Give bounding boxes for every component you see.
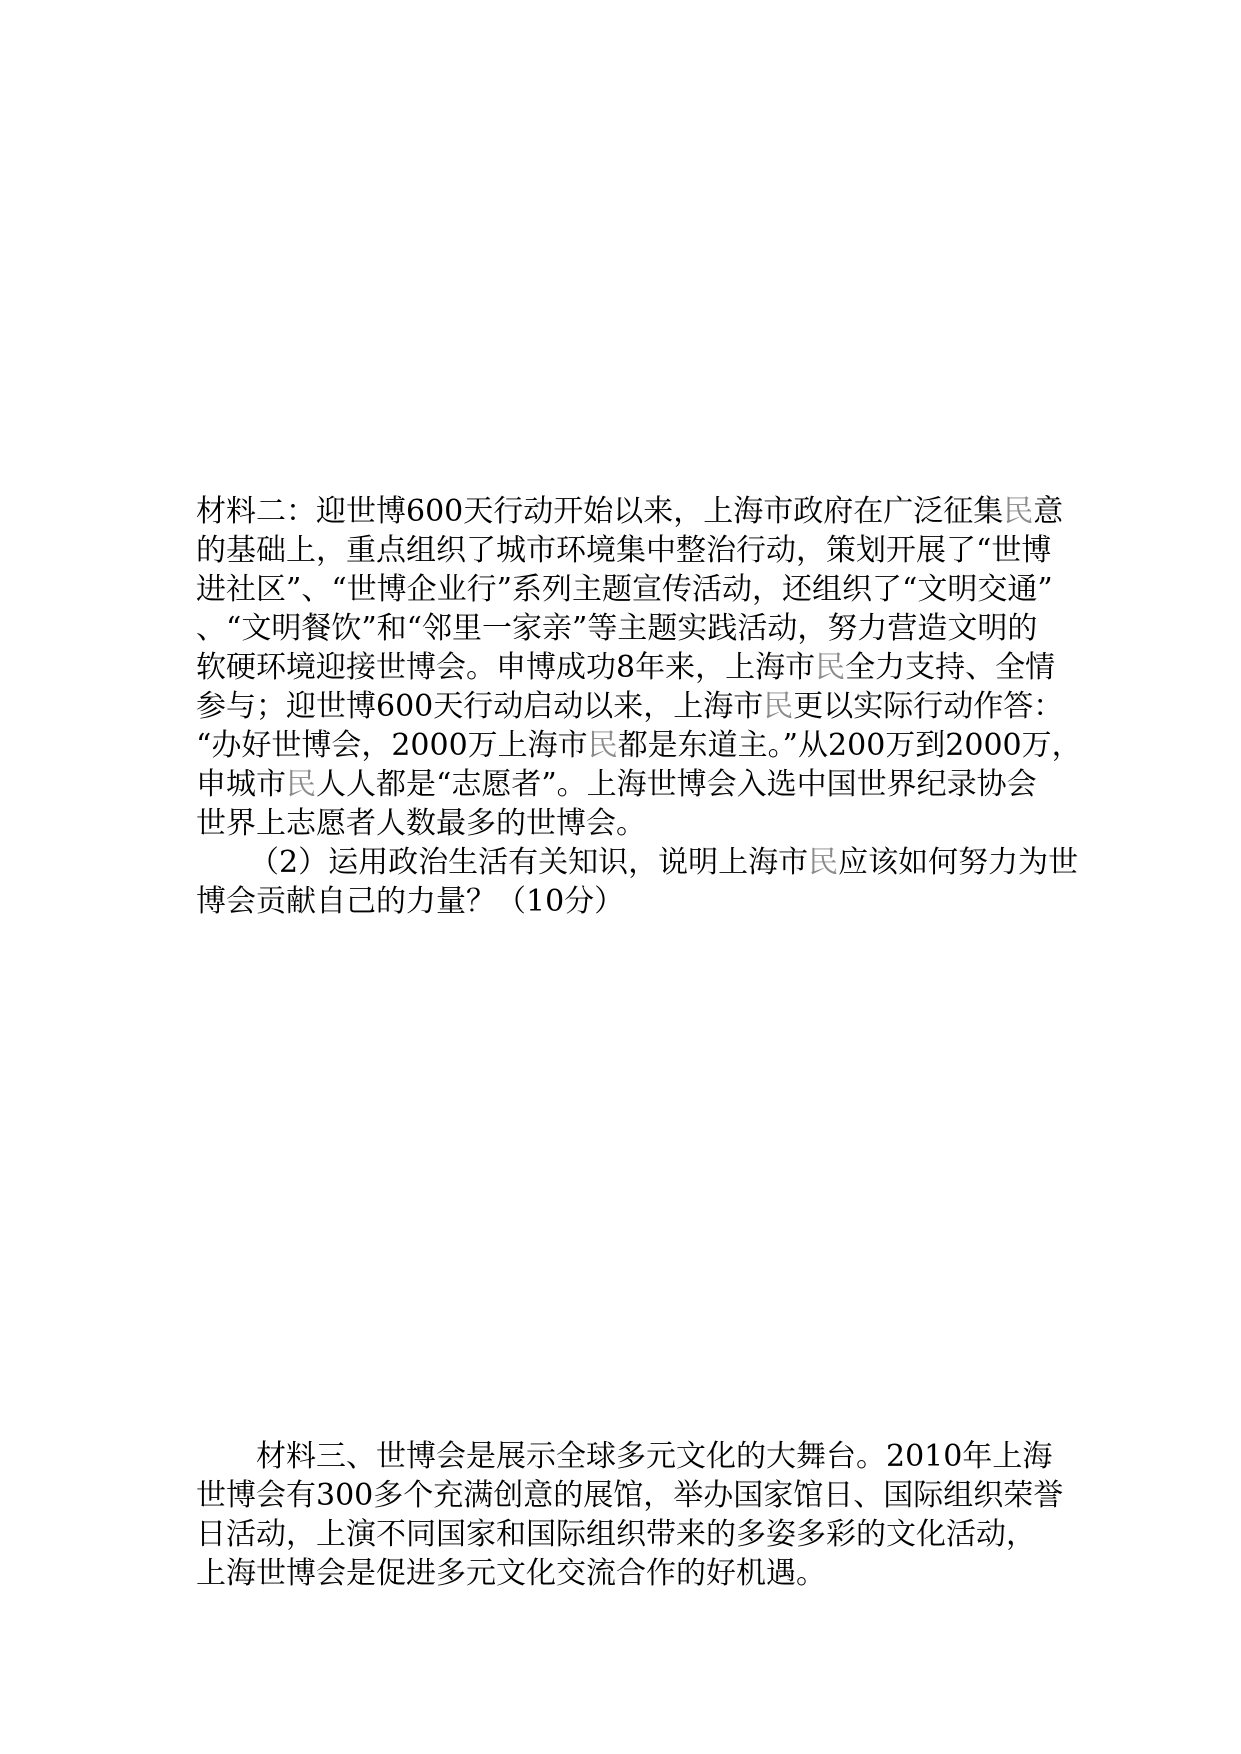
material-two-line-2: 的基础上，重点组织了城市环境集中整治行动，策划开展了“世博 — [196, 533, 1052, 568]
material-two-line-8: 申城市民人人都是“志愿者”。上海世博会入选中国世界纪录协会 — [196, 767, 1037, 802]
gray-character: 民 — [815, 650, 846, 685]
gray-character: 民 — [587, 728, 618, 763]
material-two-line-3: 进社区”、“世博企业行”系列主题宣传活动，还组织了“文明交通” — [196, 572, 1053, 607]
material-two-line-7: “办好世博会，2000万上海市民都是东道主。”从200万到2000万， — [196, 728, 1082, 763]
material-two-line-4: 、“文明餐饮”和“邻里一家亲”等主题实践活动，努力营造文明的 — [196, 611, 1038, 646]
material-two-line-9: 世界上志愿者人数最多的世博会。 — [196, 806, 646, 841]
gray-character: 民 — [808, 845, 839, 880]
material-three-line-1: 材料三、世博会是展示全球多元文化的大舞台。2010年上海 — [256, 1439, 1053, 1474]
material-two-line-6: 参与；迎世博600天行动启动以来，上海市民更以实际行动作答： — [196, 689, 1064, 724]
question-two-line-1: （2）运用政治生活有关知识，说明上海市民应该如何努力为世 — [249, 845, 1079, 880]
gray-character: 民 — [763, 689, 794, 724]
material-two-line-1: 材料二：迎世博600天行动开始以来，上海市政府在广泛征集民意 — [196, 494, 1064, 529]
material-three-line-2: 世博会有300多个充满创意的展馆，举办国家馆日、国际组织荣誉 — [196, 1478, 1064, 1513]
question-two-line-2: 博会贡献自己的力量？（10分） — [196, 884, 625, 919]
gray-character: 民 — [286, 767, 316, 802]
material-three-line-3: 日活动，上演不同国家和国际组织带来的多姿多彩的文化活动， — [196, 1517, 1036, 1552]
material-two-line-5: 软硬环境迎接世博会。申博成功8年来，上海市民全力支持、全情 — [196, 650, 1056, 685]
gray-character: 民 — [1003, 494, 1034, 529]
material-three-line-4: 上海世博会是促进多元文化交流合作的好机遇。 — [196, 1556, 826, 1591]
